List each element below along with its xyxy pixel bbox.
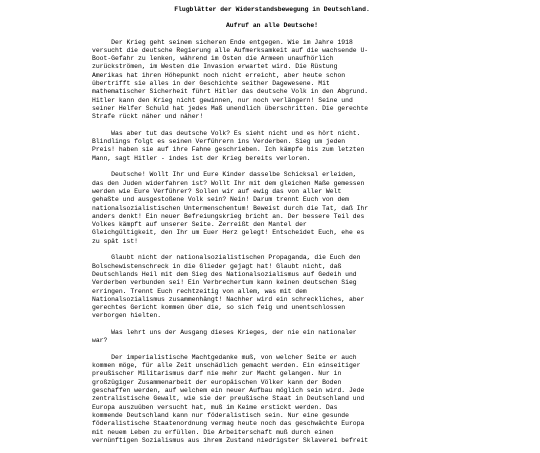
- text-line: Volkes kämpft auf unserer Seite. Zerreißt den Mantel der: [92, 221, 307, 229]
- text-line: Glaubt nicht der nationalsozialistischen Propaganda, die Euch den: [92, 254, 361, 262]
- document-title: Flugblätter der Widerstandsbewegung in Deutschland.: [174, 6, 370, 13]
- text-line: kommen möge, für alle Zeit unschädlich gemacht werden. Ein einseitiger: [92, 362, 361, 370]
- text-line: verborgen hielten.: [92, 312, 162, 320]
- text-line: anders denkt! Ein neuer Befreiungskrieg bricht an. Der bessere Teil des: [92, 212, 365, 220]
- text-line: das den Juden widerfahren ist? Wollt Ihr mit dem gleichen Maße gemessen: [92, 179, 365, 187]
- text-line: übertrifft sie alles in der Geschichte seither Dagewesene. Mit: [92, 80, 330, 88]
- text-line: mathematischer Sicherheit führt Hitler das deutsche Volk in den Abgrund.: [92, 88, 369, 96]
- text-line: preußischer Militarismus darf nie mehr zur Macht gelangen. Nur in: [92, 370, 342, 378]
- paragraph: [92, 130, 452, 163]
- text-line: kommende Deutschland kann nur föderalistisch sein. Nur eine gesunde: [92, 411, 349, 419]
- text-line: Nationalsozialismus zusammenhängt! Nachher wird ein schreckliches, aber: [92, 295, 365, 303]
- text-line: Blindlings folgt es seinen Verführern ins Verderben. Sieg um jeden: [92, 138, 346, 146]
- text-line: Strafe rückt näher und näher!: [92, 113, 204, 121]
- document-heading: Aufruf an alle Deutsche!: [225, 22, 319, 30]
- text-line: Der Krieg geht seinem sicheren Ende entgegen. Wie im Jahre 1918: [92, 38, 353, 46]
- text-line: großzügiger Zusammenarbeit der europäischen Völker kann der Boden: [92, 378, 342, 386]
- text-line: Preis! haben sie auf ihre Fahne geschrieben. Ich kämpfe bis zum letzten: [92, 146, 365, 154]
- text-line: zu spät ist!: [92, 237, 139, 245]
- paragraph: [92, 171, 452, 246]
- text-line: gehaßte und ausgestoßene Volk sein? Nein! Darum trennt Euch von dem: [92, 196, 349, 204]
- text-line: werden wie Eure Verführer? Sollen wir auf ewig das von aller Welt: [92, 187, 342, 195]
- paragraph-list: [92, 39, 452, 446]
- paragraph: [92, 39, 452, 122]
- text-line: nationalsozialistischen Untermenschentum! Beweist durch die Tat, daß Ihr: [92, 204, 369, 212]
- document-body: [92, 6, 452, 453]
- text-line: Was lehrt uns der Ausgang dieses Krieges, der nie ein nationaler: [92, 328, 357, 336]
- text-line: mit neuem Leben zu erfüllen. Die Arbeiterschaft muß durch einen: [92, 428, 334, 436]
- text-line: Der imperialistische Machtgedanke muß, von welcher Seite er auch: [92, 353, 357, 361]
- text-line: Hitler kann den Krieg nicht gewinnen, nur noch verlängern! Seine und: [92, 96, 353, 104]
- text-line: föderalistische Staatenordnung vermag heute noch das geschwächte Europa: [92, 420, 365, 428]
- text-line: war?: [92, 337, 108, 345]
- text-line: Gleichgültigkeit, den Ihr um Euer Herz gelegt! Entscheidet Euch, ehe es: [92, 229, 365, 237]
- paragraph: [92, 354, 452, 445]
- text-line: Europa auszuüben versucht hat, muß im Keime erstickt werden. Das: [92, 403, 338, 411]
- paragraph: [92, 254, 452, 320]
- text-line: geschaffen werden, auf welchem ein neuer Aufbau möglich sein wird. Jede: [92, 387, 365, 395]
- text-line: Boot-Gefahr zu lenken, während im Osten die Armeen unaufhörlich: [92, 55, 334, 63]
- text-line: Amerikas hat ihren Höhepunkt noch nicht erreicht, aber heute schon: [92, 71, 346, 79]
- text-line: gerechtes Gericht kommen über die, so sich feig und unentschlossen: [92, 304, 346, 312]
- text-line: erringen. Trennt Euch rechtzeitig von allem, was mit dem: [92, 287, 307, 295]
- text-line: Bolschewistenschreck in die Glieder gejagt hat! Glaubt nicht, daß: [92, 262, 342, 270]
- paragraph: [92, 329, 452, 346]
- text-line: versucht die deutsche Regierung alle Aufmerksamkeit auf die wachsende U-: [92, 46, 369, 54]
- text-line: seiner Helfer Schuld hat jedes Maß unendlich überschritten. Die gerechte: [92, 104, 369, 112]
- text-line: Was aber tut das deutsche Volk? Es sieht nicht und es hört nicht.: [92, 129, 361, 137]
- text-line: Verderben verbunden sei! Ein Verbrechertum kann keinen deutschen Sieg: [92, 279, 357, 287]
- text-line: vernünftigen Sozialismus aus ihrem Zustand niedrigster Sklaverei befreit: [92, 436, 369, 444]
- text-line: Deutschlands Heil mit dem Sieg des Nationalsozialismus auf Gedeih und: [92, 270, 357, 278]
- text-line: Deutsche! Wollt Ihr und Eure Kinder dasselbe Schicksal erleiden,: [92, 171, 357, 179]
- text-line: zurückströmen, im Westen die Invasion erwartet wird. Die Rüstung: [92, 63, 338, 71]
- text-line: zentralistische Gewalt, wie sie der preußische Staat in Deutschland und: [92, 395, 365, 403]
- text-line: Mann, sagt Hitler - indes ist der Krieg bereits verloren.: [92, 154, 311, 162]
